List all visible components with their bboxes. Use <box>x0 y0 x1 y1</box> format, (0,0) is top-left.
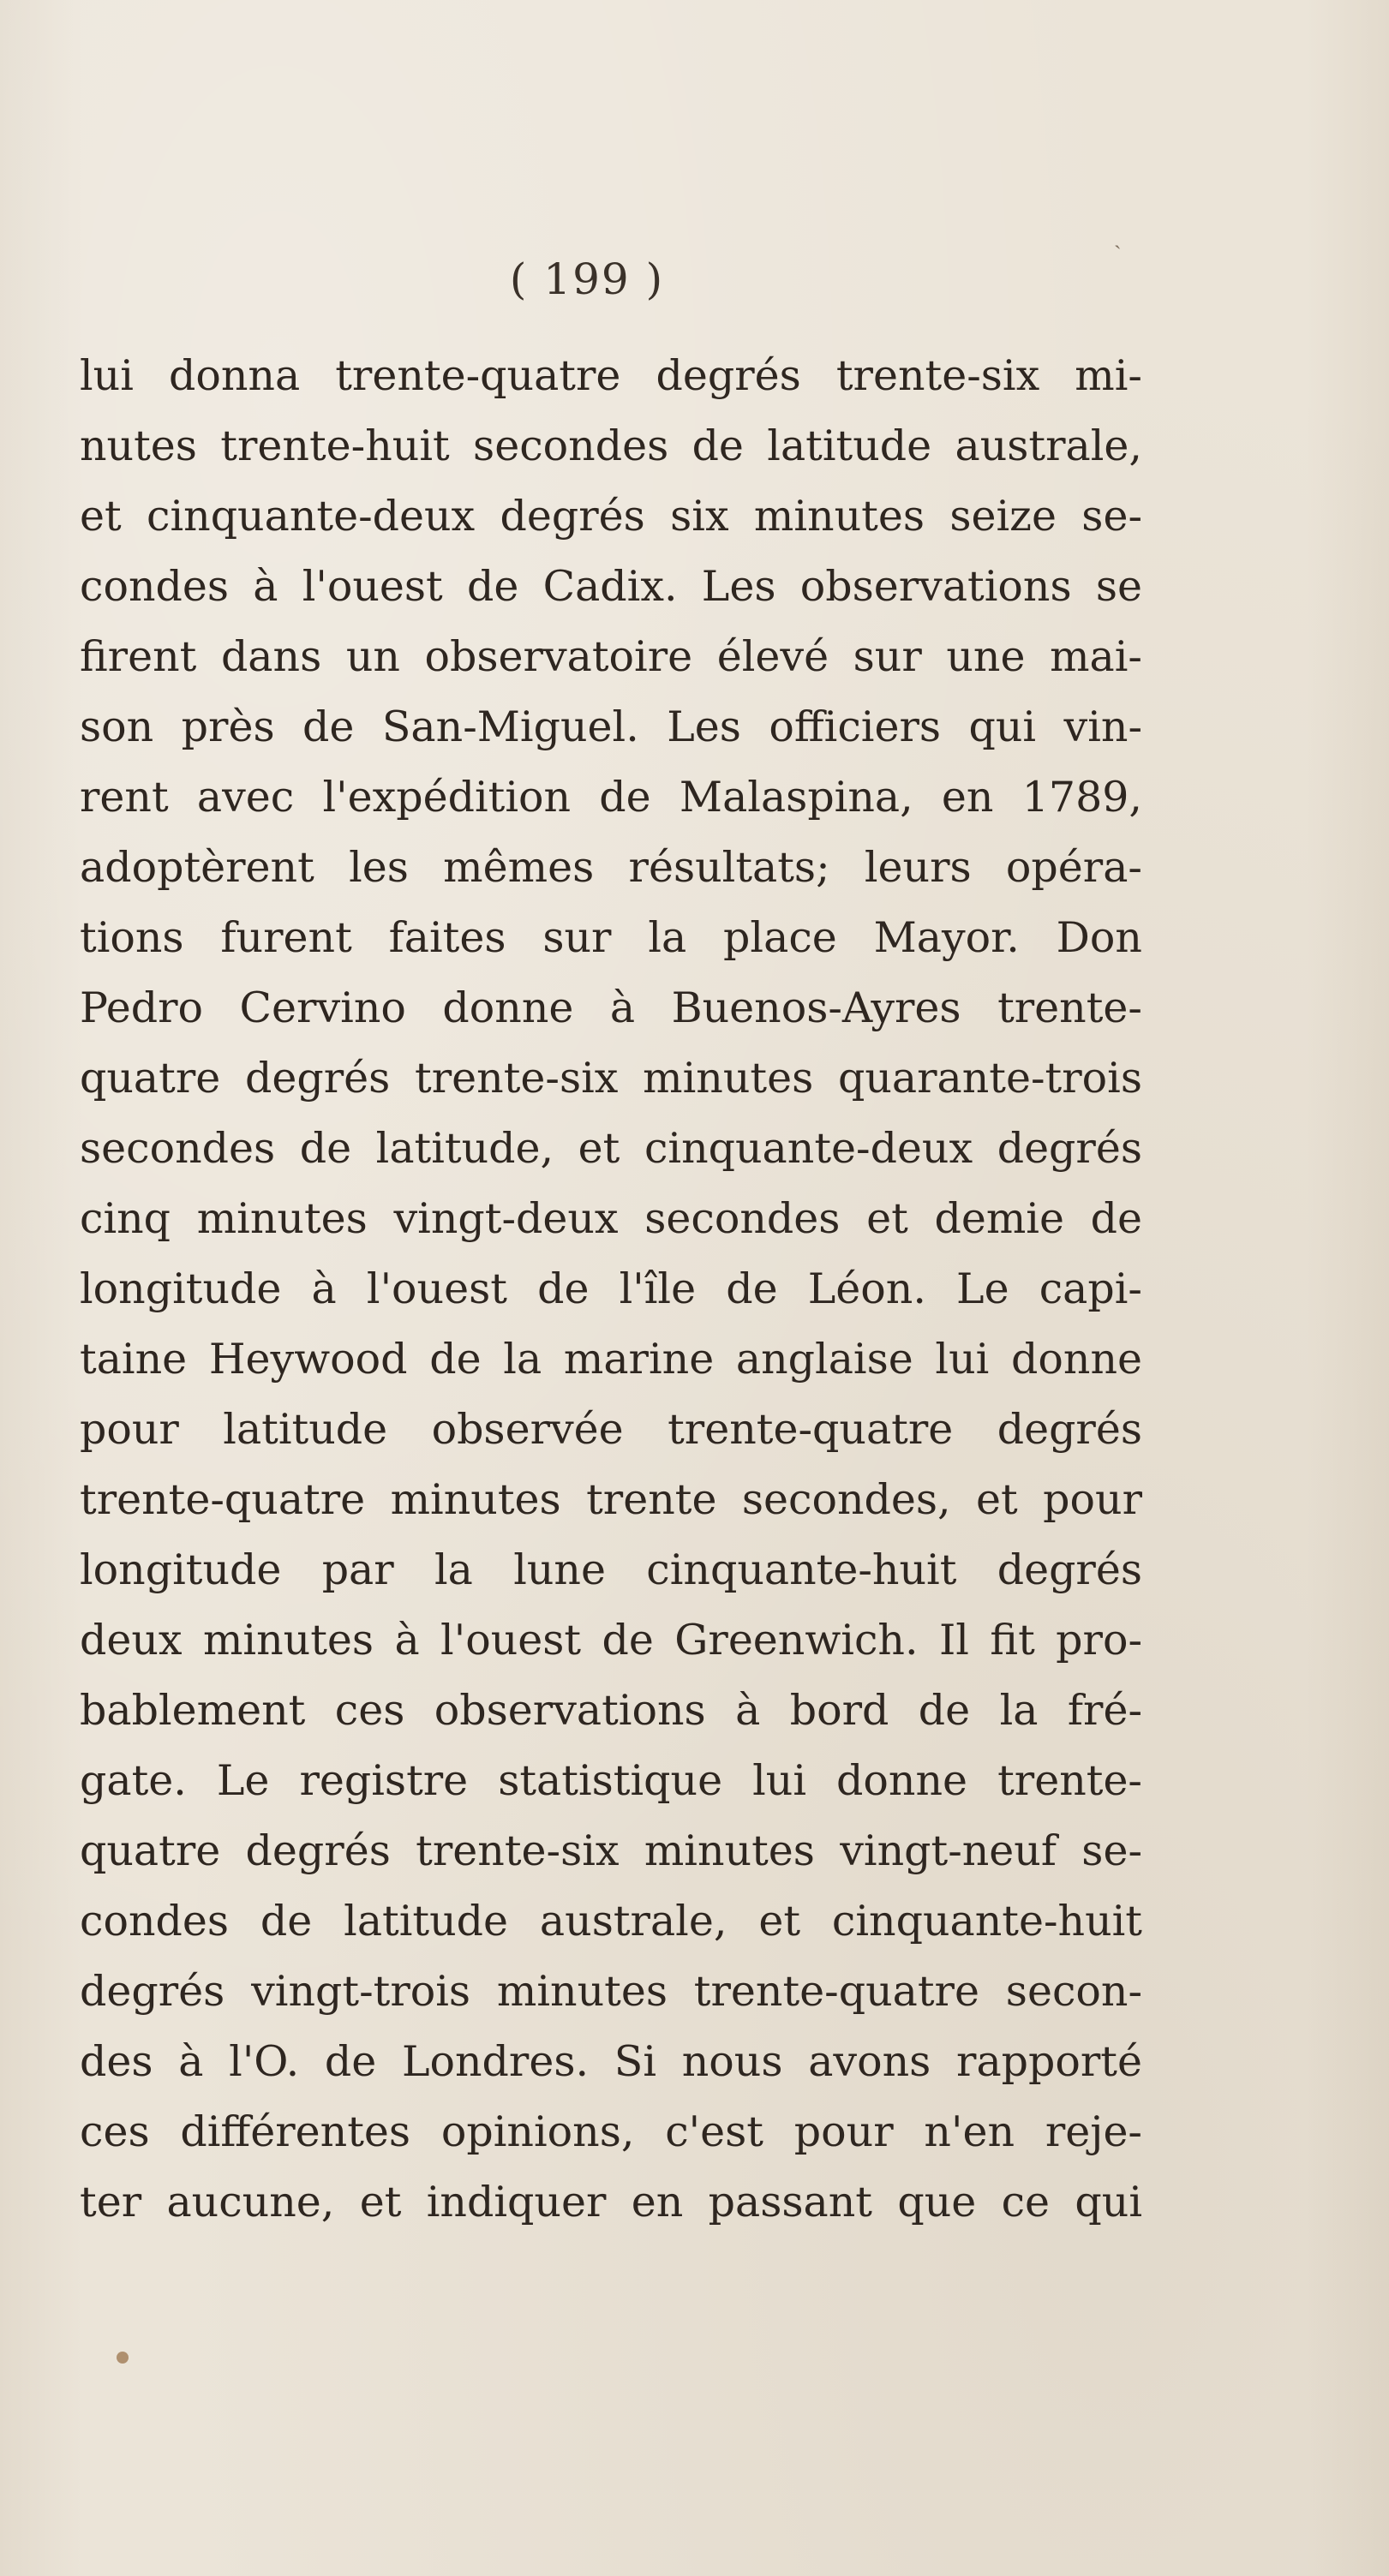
text-line: condes à l'ouest de Cadix. Les observations se <box>80 562 1142 611</box>
margin-mark-decoration: ˏ <box>1114 224 1122 250</box>
paper-speck-decoration <box>117 2352 129 2364</box>
text-line: secondes de latitude, et cinquante-deux degrés <box>80 1124 1142 1173</box>
text-line: longitude par la lune cinquante-huit degrés <box>80 1545 1142 1594</box>
text-line: pour latitude observée trente-quatre degrés <box>80 1405 1142 1454</box>
page-number: ( 199 ) <box>509 254 665 304</box>
text-line: cinq minutes vingt-deux secondes et demie de <box>80 1194 1142 1243</box>
text-line: son près de San-Miguel. Les officiers qui vin- <box>80 702 1142 751</box>
text-line: ces différentes opinions, c'est pour n'en reje- <box>80 2107 1142 2156</box>
text-line: taine Heywood de la marine anglaise lui donne <box>80 1335 1142 1384</box>
text-line: trente-quatre minutes trente secondes, et pour <box>80 1475 1142 1524</box>
text-line: adoptèrent les mêmes résultats; leurs opéra- <box>80 843 1142 892</box>
text-line: degrés vingt-trois minutes trente-quatre secon- <box>80 1967 1142 2016</box>
text-line: condes de latitude australe, et cinquante-huit <box>80 1897 1142 1945</box>
text-line: tions furent faites sur la place Mayor. Don <box>80 913 1142 962</box>
text-line: nutes trente-huit secondes de latitude australe, <box>80 421 1142 470</box>
text-line: deux minutes à l'ouest de Greenwich. Il fit pro- <box>80 1616 1142 1665</box>
text-line: firent dans un observatoire élevé sur une mai- <box>80 632 1142 681</box>
text-line: quatre degrés trente-six minutes vingt-neuf se- <box>80 1826 1142 1875</box>
text-line: Pedro Cervino donne à Buenos-Ayres trente- <box>80 983 1142 1032</box>
text-line: bablement ces observations à bord de la fré- <box>80 1686 1142 1735</box>
text-line: gate. Le registre statistique lui donne trente- <box>80 1756 1142 1805</box>
text-line: rent avec l'expédition de Malaspina, en 1789, <box>80 773 1142 822</box>
text-line: ter aucune, et indiquer en passant que ce qui <box>80 2178 1142 2226</box>
text-line: lui donna trente-quatre degrés trente-six mi- <box>80 351 1142 400</box>
body-text <box>80 341 1142 2238</box>
text-line: des à l'O. de Londres. Si nous avons rapporté <box>80 2037 1142 2086</box>
text-line: quatre degrés trente-six minutes quarante-trois <box>80 1054 1142 1103</box>
text-line: et cinquante-deux degrés six minutes seize se- <box>80 492 1142 541</box>
text-line: longitude à l'ouest de l'île de Léon. Le capi- <box>80 1264 1142 1313</box>
